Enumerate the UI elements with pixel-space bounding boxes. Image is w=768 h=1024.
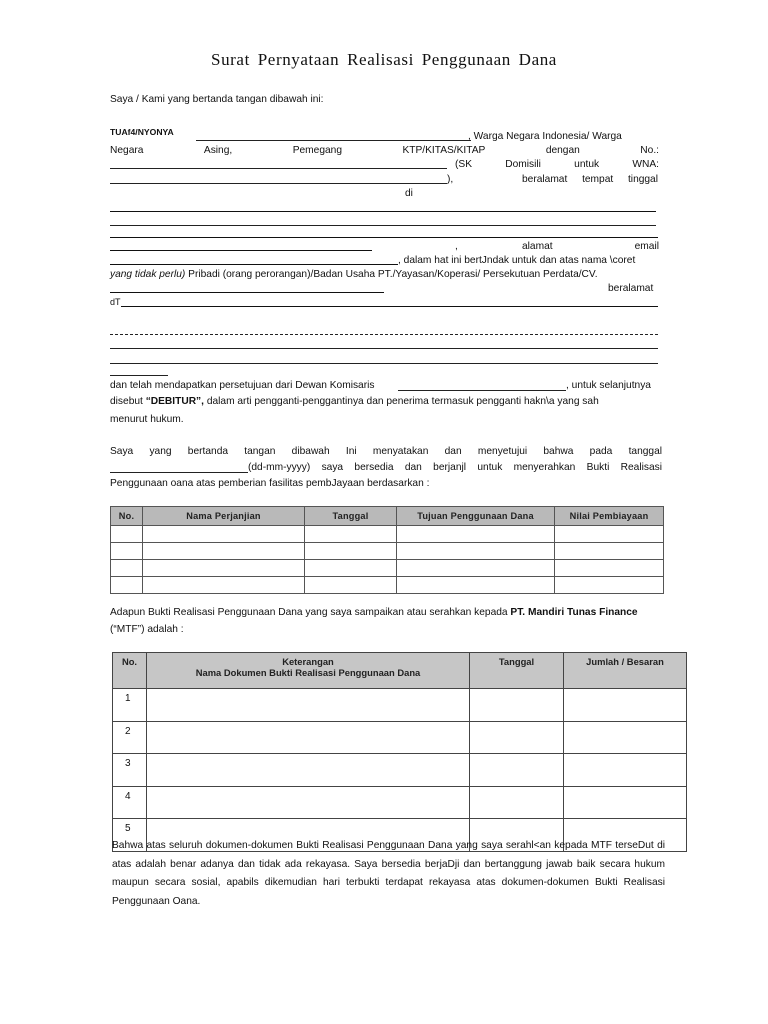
tuan-nyonya-label: TUAf4/NYONYA xyxy=(110,127,174,137)
keterangan-label: Keterangan xyxy=(282,656,334,667)
word-tinggal: tinggal xyxy=(627,174,658,185)
word-beralamat: beralamat xyxy=(522,174,568,185)
word-pemegang: Pemegang xyxy=(292,145,342,156)
word-ktp: KTP/KITAS/KITAP xyxy=(402,145,486,156)
statement-paragraph-line2: (dd-mm-yyyy) saya bersedia dan berjanjl untuk menyerahkan Bukti Realisasi xyxy=(248,462,662,473)
table-row xyxy=(111,577,664,594)
entity-name-blank-line xyxy=(110,292,384,293)
word-sk: (SK xyxy=(455,159,472,170)
statement-paragraph-line3: Penggunaan oana atas pemberian fasilitas pembJayaan berdasarkan : xyxy=(110,478,430,489)
word-beralamat-2: beralamat xyxy=(608,283,654,294)
komisaris-blank-line xyxy=(398,390,566,391)
adapun-text xyxy=(110,606,638,619)
word-no: No.: xyxy=(640,145,659,156)
column-header-keterangan xyxy=(147,653,470,689)
table-header-row xyxy=(111,507,664,526)
column-header-tanggal: Tanggal xyxy=(470,653,564,689)
word-dengan: dengan xyxy=(545,145,580,156)
email-row xyxy=(522,240,659,253)
word-alamat: alamat xyxy=(522,241,553,252)
address-line-2 xyxy=(110,225,656,226)
column-header-no: No. xyxy=(111,507,143,526)
column-header-tanggal: Tanggal xyxy=(305,507,397,526)
word-tempat: tempat xyxy=(582,174,614,185)
row-number: 3 xyxy=(113,754,147,787)
column-header-tujuan: Tujuan Penggunaan Dana xyxy=(397,507,555,526)
debitur-term: “DEBITUR”, xyxy=(145,396,204,407)
email-blank-line xyxy=(110,250,372,251)
word-email: email xyxy=(634,241,659,252)
id-number-blank-line xyxy=(110,168,447,169)
word-di: di xyxy=(405,188,413,199)
entity-types: Pribadi (orang perorangan)/Badan Usaha PT./Yayasan/Koperasi/ Persekutuan Perdata/CV. xyxy=(185,269,598,280)
table-row xyxy=(113,689,687,722)
entity-type-line xyxy=(110,268,598,281)
statement-paragraph-line1: Saya yang bertanda tangan dibawah Ini menyatakan dan menyetujui bahwa pada tanggal xyxy=(110,446,662,457)
adapun-intro: Adapun Bukti Realisasi Penggunaan Dana yang saya sampaikan atau serahkan kepada xyxy=(110,607,511,618)
debitur-definition: dalam arti pengganti-penggantinya dan penerima termasuk pengganti hakn\a yang sah xyxy=(203,396,599,407)
citizenship-text: , Warga Negara Indonesia/ Warga xyxy=(468,131,622,142)
table-row xyxy=(111,543,664,560)
column-header-nama-perjanjian: Nama Perjanjian xyxy=(143,507,305,526)
word-wna: WNA: xyxy=(632,159,659,170)
table-row xyxy=(113,721,687,754)
row-number: 1 xyxy=(113,689,147,722)
word-negara: Negara xyxy=(110,145,144,156)
financing-agreement-table xyxy=(110,506,664,594)
row-number: 4 xyxy=(113,786,147,819)
domisili-row xyxy=(455,158,659,171)
row-number: 5 xyxy=(113,819,147,852)
table-header-row xyxy=(113,653,687,689)
table-row xyxy=(111,560,664,577)
table-row xyxy=(113,754,687,787)
disebut-text: disebut xyxy=(110,396,146,407)
dt-label: dT xyxy=(110,297,121,307)
domisili-blank-line xyxy=(110,183,447,184)
entity-address-line-1 xyxy=(121,306,658,307)
column-header-no: No. xyxy=(113,653,147,689)
date-blank-line xyxy=(110,472,248,473)
represent-blank-line xyxy=(110,264,398,265)
entity-address-line-3 xyxy=(110,348,658,349)
mtf-text: (“MTF”) adalah : xyxy=(110,624,184,635)
table-row xyxy=(113,786,687,819)
address-line-1 xyxy=(110,211,656,212)
intro-text: Saya / Kami yang bertanda tangan dibawah ini: xyxy=(110,94,324,105)
debitur-paragraph xyxy=(110,393,662,410)
document-title: Surat Pernyataan Realisasi Penggunaan Dana xyxy=(211,50,557,69)
close-paren: ), xyxy=(447,174,454,185)
entity-address-line-4 xyxy=(110,363,658,364)
evidence-document-table xyxy=(112,652,687,852)
dalam-hal-text: , dalam hat ini bertJndak untuk dan atas nama \coret xyxy=(398,255,636,266)
column-header-nilai: Nilai Pembiayaan xyxy=(555,507,664,526)
row-number: 2 xyxy=(113,721,147,754)
table-row xyxy=(111,526,664,543)
entity-address-line-5 xyxy=(110,375,168,376)
address-line-3 xyxy=(110,237,658,238)
name-blank-line xyxy=(196,140,471,141)
closing-paragraph: Bahwa atas seluruh dokumen-dokumen Bukti Realisasi Penggunaan Dana yang saya serahl<an kepada MTF terseDut di atas adalah benar adanya dan tidak ada rekayasa. Saya bersedia berjaDji dan bertanggung jawab baik secara hukum maupun secara sosial, apabils dikemudian hari terbukti terdapat rekayasa atas dokumen-dokumen Bukti Realisasi Penggunaan Oana. xyxy=(112,840,665,907)
coret-note: yang tidak perlu) xyxy=(110,269,186,280)
nama-dokumen-label: Nama Dokumen Bukti Realisasi Penggunaan Dana xyxy=(195,667,421,678)
entity-address-line-2 xyxy=(110,334,658,335)
menurut-hukum-text: menurut hukum. xyxy=(110,414,184,425)
column-header-jumlah: Jumlah / Besaran xyxy=(564,653,687,689)
selanjutnya-text: , untuk selanjutnya xyxy=(566,380,651,391)
id-holder-row xyxy=(110,144,659,157)
word-untuk: untuk xyxy=(574,159,600,170)
company-name: PT. Mandiri Tunas Finance xyxy=(510,607,638,618)
komisaris-text: dan telah mendapatkan persetujuan dari Dewan Komisaris xyxy=(110,380,375,391)
word-asing: Asing, xyxy=(203,145,233,156)
word-domisili: Domisili xyxy=(505,159,541,170)
address-row xyxy=(522,173,658,186)
comma: , xyxy=(455,241,458,252)
